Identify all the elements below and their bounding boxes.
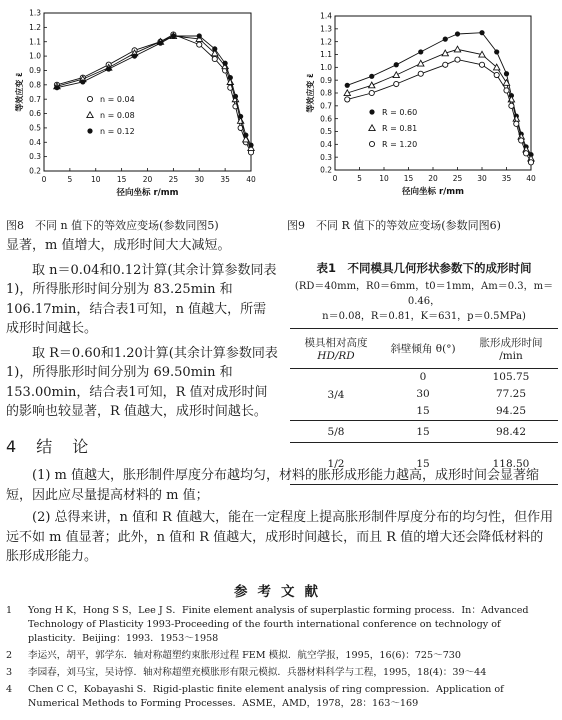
data-point (443, 37, 448, 42)
legend-entry: R = 0.81 (382, 124, 418, 133)
figure-8-chart (0, 0, 272, 205)
table-title: 表1 不同模具几何形状参数下的成形时间 (316, 261, 532, 275)
data-point (509, 103, 514, 108)
series-line (347, 49, 531, 158)
data-point (504, 88, 509, 93)
y-tick-label: 0.7 (320, 101, 332, 111)
y-axis-label: 等效应变 ε̄ (15, 72, 24, 112)
data-point (394, 62, 399, 67)
y-tick-label: 0.5 (29, 123, 41, 133)
y-tick-label: 0.6 (320, 114, 332, 124)
data-point (394, 81, 399, 86)
series-line (57, 36, 251, 145)
data-point (248, 143, 253, 148)
x-axis-label: 径向坐标 r/mm (402, 187, 464, 197)
data-point (369, 74, 374, 79)
section-heading: 4 结 论 (6, 437, 91, 456)
legend-entry: R = 1.20 (382, 140, 418, 149)
y-tick-label: 1.3 (320, 24, 332, 34)
data-point (455, 57, 460, 62)
table-cell: 3/4 (327, 388, 345, 401)
y-tick-label: 0.2 (29, 166, 41, 176)
data-point (494, 72, 499, 77)
series-line (57, 36, 251, 148)
conclusions (6, 466, 556, 567)
x-tick-label: 15 (403, 174, 414, 183)
data-point (223, 61, 228, 66)
y-tick-label: 1.1 (29, 37, 41, 47)
left-column-text (6, 236, 278, 422)
data-point (87, 128, 92, 133)
conclusion-item: (2) 总得来讲，n 值和 R 值越大，能在一定程度上提高胀形制件厚度分布的均匀性，但作用远不如 m 值显著；此外，n 值和 R 值越大，成形时间越长，而且 R 值的增大还会降低材料的胀形成形能力。 (6, 510, 554, 564)
data-point (479, 30, 484, 35)
data-point (369, 82, 375, 88)
data-point (504, 71, 509, 76)
y-tick-label: 0.4 (320, 139, 332, 149)
y-tick-label: 0.2 (320, 165, 332, 175)
data-point (369, 141, 374, 146)
x-tick-label: 30 (194, 175, 205, 184)
table-cell: 105.75 (492, 371, 530, 384)
x-tick-label: 5 (357, 174, 362, 183)
data-point (212, 46, 217, 51)
x-tick-label: 40 (526, 174, 536, 183)
data-point (519, 138, 524, 143)
y-tick-label: 1.2 (29, 22, 41, 32)
paragraph: 取 n＝0.04和0.12计算(其余计算参数同表1)，所得胀形时间分别为 83.25min 和 106.17min，结合表1可知，n 值越大，所需成形时间越长。 (6, 262, 277, 336)
x-tick-label: 40 (246, 175, 256, 184)
table-cell: 98.42 (495, 425, 527, 438)
series-line (57, 35, 251, 153)
x-tick-label: 35 (220, 175, 230, 184)
x-tick-label: 15 (116, 175, 127, 184)
data-point (106, 66, 111, 71)
plot-frame (44, 13, 251, 171)
x-tick-label: 25 (168, 175, 179, 184)
x-tick-label: 25 (452, 174, 463, 183)
data-point (524, 151, 529, 156)
table-cell: 15 (416, 425, 430, 438)
table-cell: 30 (416, 388, 430, 400)
header-time: 胀形成形时间 /min (479, 337, 543, 362)
data-point (418, 71, 423, 76)
table-cell: 15 (416, 457, 430, 470)
reference-item: 4 Chen C C，Kobayashi S．Rigid-plastic finite element analysis of ring compression．Application of Numerical Methods to Forming Processes．ASME，AMD，1978，28：163～169 (6, 684, 504, 709)
data-point (132, 53, 137, 58)
x-tick-label: 35 (501, 174, 512, 183)
table-cell: 15 (416, 405, 430, 418)
table-cell: 0 (419, 371, 427, 384)
data-point (54, 85, 59, 90)
x-axis-label: 径向坐标 r/mm (116, 188, 179, 198)
y-tick-label: 0.7 (29, 94, 41, 104)
y-tick-label: 0.3 (29, 152, 41, 162)
data-point (243, 132, 248, 137)
table-1 (290, 260, 558, 485)
x-tick-label: 10 (90, 175, 101, 184)
references-title: 参考文献 (234, 584, 328, 600)
y-tick-label: 1.0 (320, 62, 332, 72)
data-point (479, 62, 484, 67)
data-point (454, 46, 460, 52)
data-point (418, 49, 423, 54)
data-point (158, 41, 163, 46)
data-point (443, 62, 448, 67)
data-point (87, 96, 92, 101)
header-height: 模具相对高度 HD/RD (304, 337, 368, 362)
x-tick-label: 30 (477, 174, 487, 183)
x-tick-label: 20 (428, 174, 438, 183)
table-body (290, 328, 558, 485)
data-point (369, 125, 375, 131)
data-point (197, 42, 202, 47)
legend-entry: n = 0.08 (100, 111, 135, 120)
figure-9-caption: 图9 不同 R 值下的等效应变场(参数同图6) (287, 219, 501, 232)
legend-entry: n = 0.12 (100, 127, 135, 136)
reference-item: 2 李运兴，胡平，郭学东．轴对称超塑约束胀形过程 FEM 模拟．航空学报，1995，16(6)：725～730 (6, 650, 462, 661)
data-point (369, 90, 374, 95)
data-point (212, 56, 217, 61)
paragraph: 显著，m 值增大，成形时间大大减短。 (6, 238, 231, 253)
y-tick-label: 1.4 (320, 11, 332, 21)
data-point (345, 97, 350, 102)
x-tick-label: 0 (41, 175, 47, 184)
data-point (80, 79, 85, 84)
data-point (228, 75, 233, 80)
y-tick-label: 0.4 (29, 137, 41, 147)
table-cell: 94.25 (495, 405, 527, 418)
legend-entry: n = 0.04 (100, 95, 135, 104)
y-tick-label: 0.9 (29, 66, 41, 76)
x-tick-label: 5 (67, 175, 73, 184)
figure-9-chart (285, 0, 562, 205)
data-point (87, 112, 93, 118)
x-tick-label: 10 (379, 174, 389, 183)
paragraph: 取 R＝0.60和1.20计算(其余计算参数同表1)，所得胀形时间分别为 69.50min 和 153.00min，结合表1可知，R 值对成形时间的影响也较显著，R 值越大，成形时间越长。 (6, 345, 278, 419)
y-tick-label: 0.5 (320, 127, 332, 137)
data-point (369, 109, 374, 114)
y-tick-label: 0.6 (29, 109, 41, 119)
data-point (197, 33, 202, 38)
data-point (238, 114, 243, 119)
y-tick-label: 0.9 (320, 75, 332, 85)
y-tick-label: 1.3 (29, 8, 41, 18)
y-axis-label: 等效应变 ε̄ (306, 73, 315, 113)
y-tick-label: 0.8 (320, 88, 332, 98)
y-tick-label: 0.3 (320, 152, 332, 162)
reference-item: 3 李园春，刘马宝，吴诗惇．轴对称超塑充模胀形有限元模拟．兵器材料科学与工程，1995，18(4)：39～44 (6, 667, 487, 678)
references-list (6, 604, 556, 711)
reference-item: 1 Yong H K，Hong S S，Lee J S．Finite element analysis of superplastic forming process．In：Advanced Technology of Plasticity 1993-Proceeding of the fourth international conference on technology of plasticity．Beijing：1993．1953～1958 (6, 605, 529, 644)
data-point (393, 72, 399, 78)
table-cell: 118.50 (492, 457, 530, 470)
legend-entry: R = 0.60 (382, 108, 418, 117)
series-line (347, 33, 531, 155)
data-point (418, 60, 424, 66)
table-cell: 77.25 (495, 388, 527, 400)
y-tick-label: 1.1 (320, 50, 332, 60)
data-point (528, 160, 533, 165)
data-point (455, 31, 460, 36)
conclusion-item: (1) m 值越大，胀形制件厚度分布越均匀，材料的胀形成形能力越高，成形时间会显著缩短，因此应尽量提高材料的 m 值； (6, 468, 540, 503)
y-tick-label: 1.2 (320, 37, 332, 47)
y-tick-label: 0.8 (29, 80, 41, 90)
header-angle: 斜壁倾角 θ(°) (390, 343, 456, 355)
table-note: (RD＝40mm，R0＝6mm，t0＝1mm，Am＝0.3，m＝0.46， n＝0.08，R＝0.81，K＝631，p＝0.5MPa) (294, 281, 554, 322)
plot-frame (335, 16, 531, 170)
x-tick-label: 20 (142, 175, 153, 184)
x-tick-label: 0 (332, 174, 338, 183)
data-point (233, 94, 238, 99)
data-point (171, 33, 176, 38)
table-cell: 5/8 (327, 425, 345, 438)
table-cell: 1/2 (327, 457, 345, 470)
figure-8-caption: 图8 不同 n 值下的等效应变场(参数同图5) (6, 219, 219, 232)
data-point (494, 49, 499, 54)
y-tick-label: 1.0 (29, 51, 41, 61)
data-point (345, 83, 350, 88)
data-point (514, 121, 519, 126)
